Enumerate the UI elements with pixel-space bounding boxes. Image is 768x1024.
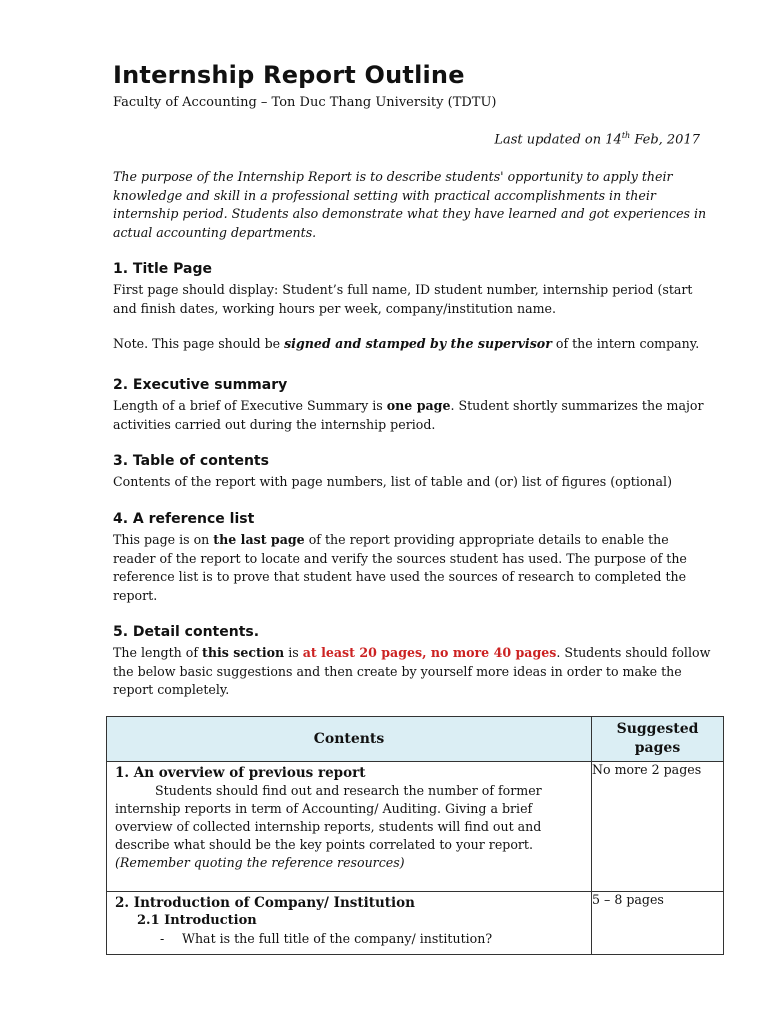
s5-red-highlight: at least 20 pages, no more 40 pages (302, 645, 557, 660)
table-row (107, 892, 724, 955)
section-3-heading: 3. Table of contents (113, 453, 269, 469)
section-2-heading: 2. Executive summary (113, 377, 288, 393)
s4-after: of the report providing appropriate details to enable the reader of the report to locate and verify the sources student has used. The purpose of the reference list is to prove that student have used the sources of research to completed the report. (113, 532, 687, 603)
section-4-body (113, 531, 713, 605)
row-2-subheading: 2.1 Introduction (137, 913, 257, 928)
bullet-dash: - (160, 931, 165, 946)
s2-after: . Student shortly summarizes the major activities carried out during the internship period. (113, 398, 704, 432)
row-1-note: (Remember quoting the reference resources) (115, 855, 405, 870)
s4-bold: the last page (213, 532, 305, 547)
s2-before: Length of a brief of Executive Summary is (113, 398, 387, 413)
row-2-contents (107, 892, 592, 955)
section-5-body (113, 644, 713, 700)
section-4-heading: 4. A reference list (113, 511, 255, 527)
section-1-body: First page should display: Student’s full name, ID student number, internship period (start and finish dates, working hours per week, company/institution name. (113, 282, 693, 316)
row-1-contents (107, 762, 592, 892)
section-3-body: Contents of the report with page numbers, list of table and (or) list of figures (optional) (113, 474, 672, 489)
section-1-heading: 1. Title Page (113, 261, 212, 277)
note-emphasis: signed and stamped by the supervisor (284, 336, 552, 351)
last-updated-sup: th (621, 131, 631, 140)
section-1-note (113, 335, 713, 354)
contents-table (106, 716, 724, 955)
last-updated-prefix: Last updated on 14 (494, 132, 622, 148)
s5-bold: this section (202, 645, 285, 660)
s4-before: This page is on (113, 532, 214, 547)
page-subtitle: Faculty of Accounting – Ton Duc Thang University (TDTU) (113, 95, 497, 110)
note-after: of the intern company. (551, 336, 700, 351)
row-1-pages: No more 2 pages (592, 762, 724, 892)
last-updated-suffix: Feb, 2017 (630, 132, 700, 148)
intro-paragraph: The purpose of the Internship Report is to describe students' opportunity to apply their knowledge and skill in a professional setting with practical accomplishments in their internship period. Students also demonstrate what they have learned and got experiences in actual accounting departments. (113, 169, 707, 240)
row-1-title: 1. An overview of previous report (115, 765, 366, 781)
row-2-title: 2. Introduction of Company/ Institution (115, 895, 415, 911)
s2-bold: one page (386, 398, 451, 413)
table-row (107, 762, 724, 892)
s5-before: The length of (113, 645, 203, 660)
section-5-heading: 5. Detail contents. (113, 624, 260, 640)
page-title: Internship Report Outline (113, 61, 465, 89)
row-2-bullet (115, 930, 585, 948)
s5-mid: is (284, 645, 303, 660)
row-1-text: Students should find out and research the number of former internship reports in term of Accounting/ Auditing. Giving a brief overview of collected internship reports, students will find out and describe what should be the key points correlated to your report. (115, 783, 542, 852)
section-2-body (113, 397, 713, 434)
col-pages-header: Suggested pages (592, 717, 724, 762)
note-before: Note. This page should be (113, 336, 285, 351)
col-contents-header: Contents (107, 717, 592, 762)
table-header-row (107, 717, 724, 762)
row-2-bullet-text: What is the full title of the company/ institution? (182, 931, 493, 946)
row-2-pages: 5 – 8 pages (592, 892, 724, 955)
last-updated (494, 131, 700, 147)
s5-after: . Students should follow the below basic suggestions and then create by yourself more ideas in order to make the report completely. (113, 645, 711, 697)
